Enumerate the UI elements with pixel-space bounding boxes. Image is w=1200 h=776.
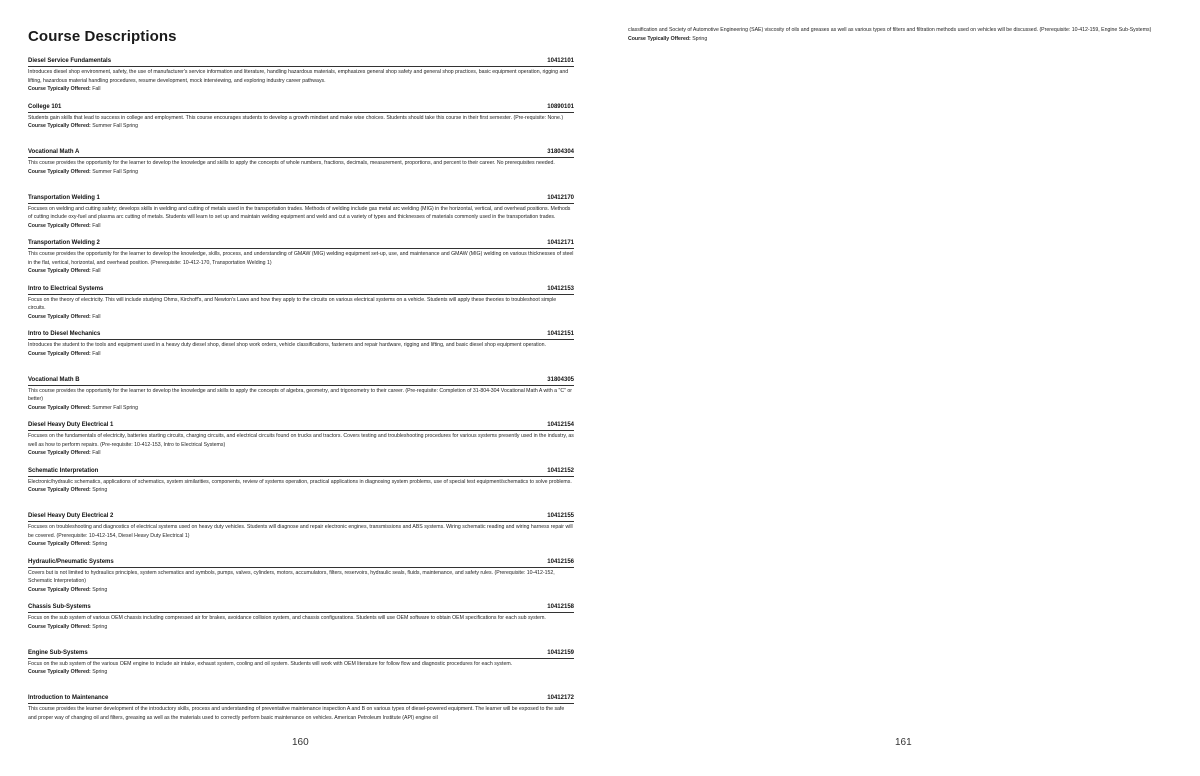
course-entry	[28, 512, 574, 558]
course-name: Introduction to Maintenance	[28, 695, 109, 701]
offered-label: Course Typically Offered:	[28, 313, 91, 320]
offered-value: Fall	[92, 313, 101, 320]
offered-value: Summer Fall Spring	[92, 123, 139, 129]
course-code: 10412158	[547, 604, 574, 610]
course-header	[28, 239, 574, 249]
course-name: College 101	[28, 103, 62, 110]
course-description: Introduces diesel shop environment, safety, the use of manufacturer's service information and literature, handling hazardous materials, emphasizes general shop safety and general shop practices, basic equipment operation, rigging and lifting, hazardous material handling procedures, resume development, mock interviewing, and exploring industry career pathways.	[28, 69, 569, 84]
course-offered	[28, 404, 574, 412]
offered-label: Course Typically Offered:	[28, 222, 91, 229]
course-header	[28, 649, 574, 659]
offered-value: Fall	[92, 450, 101, 456]
course-header	[28, 558, 574, 568]
offered-label: Course Typically Offered:	[28, 168, 91, 175]
course-offered	[28, 540, 574, 548]
course-header	[28, 330, 574, 340]
continued-course	[628, 25, 1174, 43]
offered-value: Fall	[92, 86, 101, 92]
course-header	[28, 694, 574, 704]
course-code: 31804305	[547, 376, 574, 383]
course-offered	[28, 85, 574, 93]
course-offered	[28, 267, 574, 275]
course-description: Focuses on welding and cutting safety; develops skills in welding and cutting of metals used in the transportation trades. Methods of welding include gas metal arc welding (MIG) in the horizontal, vertical, and overhead positions. Methods of cutting include oxy-fuel and plasma arc cutting of metals. Students will learn to set up and maintain welding equipment and weld and cut a variety of types and thicknesses of materials commonly used in the transportation trades.	[28, 205, 571, 220]
course-entry	[28, 285, 574, 331]
course-name: Transportation Welding 1	[28, 194, 100, 201]
offered-value: Fall	[92, 350, 101, 357]
course-entry	[28, 330, 574, 376]
course-entry	[28, 558, 574, 604]
course-entry	[28, 376, 574, 422]
course-name: Hydraulic/Pneumatic Systems	[28, 558, 114, 565]
course-header	[28, 285, 574, 295]
offered-label: Course Typically Offered:	[28, 268, 91, 274]
page-number: 161	[895, 737, 912, 748]
course-code: 10412153	[547, 285, 574, 292]
course-entry	[28, 103, 574, 149]
course-header	[28, 376, 574, 386]
course-code: 10412156	[547, 558, 574, 565]
offered-value: Spring	[92, 487, 108, 493]
course-description: Introduces the student to the tools and equipment used in a heavy duty diesel shop, diesel shop work orders, vehicle classifications, fasteners and repair hardware, rigging and lifting, and basic diesel shop equipment operation.	[28, 342, 546, 348]
course-code: 10412151	[547, 331, 574, 337]
offered-label: Course Typically Offered:	[628, 35, 691, 42]
course-header	[28, 148, 574, 158]
course-header	[28, 57, 574, 67]
course-header	[28, 512, 574, 522]
offered-value: Spring	[92, 669, 108, 675]
course-description: This course provides the opportunity for the learner to develop the knowledge and skills to apply the concepts of whole numbers, fractions, decimals, measurement, proportions, and percent to their career. No prerequisites needed.	[28, 160, 555, 166]
course-description: Focuses on the fundamentals of electricity, batteries starting circuits, charging circuits, and electrical circuits found on trucks and tractors. Covers testing and troubleshooting procedures for various systems presently used in the industry, as well as how to perform repairs. (Pre-requisite: 10-412-153, Intro to Electrical Systems)	[28, 433, 574, 448]
course-entry	[28, 239, 574, 285]
course-description: Focus on the theory of electricity. This will include studying Ohms, Kirchoff's, and Newton's Laws and how they apply to the circuits on various electrical systems on a vehicle. Students will apply these theories to troubleshoot simple circuits.	[28, 296, 557, 311]
course-code: 10412171	[547, 240, 574, 246]
course-offered	[28, 222, 574, 230]
course-entry	[28, 57, 574, 103]
course-entry	[28, 421, 574, 467]
course-description: Focus on the sub system of various OEM chassis including compressed air for brakes, avoidance collision system, and chassis configurations. Students will use OEM software to obtain OEM specifications for each sub system.	[28, 615, 546, 621]
course-code: 10412152	[547, 467, 574, 474]
course-header	[28, 103, 574, 113]
course-description: Focus on the sub system of the various OEM engine to include air intake, exhaust system, cooling and oil system. Students will work with OEM literature for follow flow and diagnostic procedures for each system.	[28, 660, 513, 667]
course-code: 10412101	[547, 58, 574, 64]
course-name: Intro to Electrical Systems	[28, 285, 104, 292]
course-description: This course provides the learner development of the introductory skills, process and understanding of preventative maintenance inspection A and B on various types of diesel-powered equipment. The learner will be exposed to the safe and proper way of changing oil and filters, greasing as well as the materials used to correctly perform basic maintenance on vehicles. American Petroleum Institute (API) engine oil	[28, 706, 565, 721]
course-code: 10412172	[547, 695, 574, 701]
course-offered	[28, 168, 574, 176]
course-header	[28, 603, 574, 613]
offered-label: Course Typically Offered:	[28, 487, 91, 493]
offered-value: Spring	[692, 35, 708, 42]
course-code: 10412170	[547, 194, 574, 201]
offered-label: Course Typically Offered:	[28, 669, 91, 675]
course-header	[28, 421, 574, 431]
offered-value: Spring	[92, 586, 108, 593]
course-name: Vocational Math A	[28, 149, 80, 155]
course-header	[28, 467, 574, 477]
course-offered	[28, 623, 574, 631]
course-code: 10412155	[547, 513, 574, 519]
offered-label: Course Typically Offered:	[28, 350, 91, 357]
offered-value: Summer Fall Spring	[92, 404, 139, 411]
course-name: Schematic Interpretation	[28, 467, 99, 474]
page-title: Course Descriptions	[28, 28, 177, 45]
course-entry	[28, 694, 574, 740]
offered-value: Spring	[92, 541, 108, 547]
offered-label: Course Typically Offered:	[28, 541, 91, 547]
course-code: 31804304	[547, 149, 574, 155]
page-number: 160	[292, 737, 309, 748]
course-description: Focuses on troubleshooting and diagnostics of electrical systems used on heavy duty vehicles. Students will diagnose and repair electronic engines, transmissions and ABS systems. Wiring schematic reading and wiring harness repair will be covered. (Prerequisite: 10-412-154, Diesel Heavy Duty Electrical 1)	[28, 524, 573, 539]
course-list	[28, 57, 574, 740]
course-name: Diesel Heavy Duty Electrical 1	[28, 422, 114, 428]
course-name: Transportation Welding 2	[28, 240, 100, 246]
offered-value: Summer Fall Spring	[92, 168, 139, 175]
course-name: Chassis Sub-Systems	[28, 604, 91, 610]
right-page	[600, 0, 1200, 776]
course-entry	[28, 649, 574, 695]
offered-label: Course Typically Offered:	[28, 586, 91, 593]
course-description: This course provides the opportunity for the learner to develop the knowledge and skills to apply the concepts of algebra, geometry, and trigonometry to their career. (Pre-requisite: Completion of 31-804-304 Vocational Math A with a "C" or better)	[28, 387, 572, 402]
course-description: Electronic/hydraulic schematics, applications of schematics, system similarities, components, review of systems operation, practical applications in diagnosing system problems, use of special test equipment/schematics to solve problems.	[28, 478, 572, 485]
course-description: Covers but is not limited to hydraulics principles, system schematics and symbols, pumps, valves, cylinders, motors, accumulators, filters, reservoirs, hydraulic seals, fluids, maintenance, and safety rules. (Prerequisite: 10-412-152, Schematic Interpretation)	[28, 569, 555, 584]
course-code: 10412159	[547, 649, 574, 656]
course-offered	[28, 122, 574, 130]
course-name: Vocational Math B	[28, 376, 80, 383]
course-entry	[28, 603, 574, 649]
course-description: Students gain skills that lead to success in college and employment. This course encourages students to develop a growth mindset and make wise choices. Students should take this course in their first semester. (Pre-requisite: None.)	[28, 114, 564, 121]
course-header	[28, 194, 574, 204]
offered-label: Course Typically Offered:	[28, 123, 91, 129]
offered-label: Course Typically Offered:	[28, 450, 91, 456]
course-offered	[628, 35, 1174, 43]
course-entry	[28, 467, 574, 513]
course-description: This course provides the opportunity for the learner to develop the knowledge, skills, process, and understanding of GMAW (MIG) welding equipment set-up, use, and maintenance and GMAW (MIG) welding on various thicknesses of steel in the flat, vertical, horizontal, and overhead position. (Prerequisite: 10-412-170, Transportation Welding 1)	[28, 251, 574, 266]
course-offered	[28, 313, 574, 321]
offered-label: Course Typically Offered:	[28, 404, 91, 411]
course-offered	[28, 449, 574, 457]
course-description: classification and Society of Automotive Engineering (SAE) viscosity of oils and greases as well as various types of filters and filtration methods used on vehicles will be discussed. (Prerequisite: 10-412-159, Engine Sub-Systems)	[628, 27, 1152, 33]
course-entry	[28, 148, 574, 194]
course-code: 10412154	[547, 422, 574, 428]
course-offered	[28, 668, 574, 676]
course-name: Intro to Diesel Mechanics	[28, 331, 101, 337]
course-code: 10890101	[547, 103, 574, 110]
offered-value: Fall	[92, 268, 101, 274]
offered-value: Spring	[92, 623, 108, 630]
course-entry	[28, 194, 574, 240]
course-name: Diesel Service Fundamentals	[28, 58, 112, 64]
offered-label: Course Typically Offered:	[28, 86, 91, 92]
offered-value: Fall	[92, 222, 101, 229]
offered-label: Course Typically Offered:	[28, 623, 91, 630]
course-offered	[28, 350, 574, 358]
course-name: Engine Sub-Systems	[28, 649, 88, 656]
course-offered	[28, 486, 574, 494]
course-offered	[28, 586, 574, 594]
course-name: Diesel Heavy Duty Electrical 2	[28, 513, 114, 519]
